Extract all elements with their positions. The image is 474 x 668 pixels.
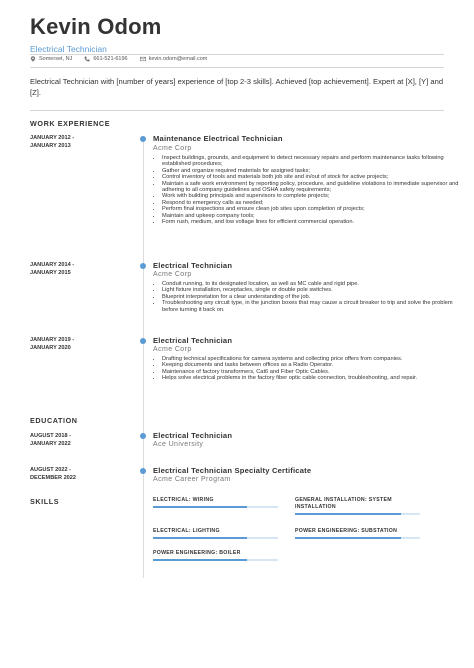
list-item: • Perform final inspections and ensure clean job sites upon completion of projects; [162, 206, 462, 212]
skill-bar-fill [295, 537, 401, 540]
work-experience-heading: WORK EXPERIENCE [30, 119, 111, 128]
list-item: • Work with building principals and supervisors to complete projects; [162, 193, 462, 199]
phone-item [84, 56, 127, 62]
job-3-start: JANUARY 2019 - [30, 337, 75, 343]
job-1-end: JANUARY 2013 [30, 142, 71, 149]
job-1-company: Acme Corp [153, 145, 192, 152]
job-1-title: Maintenance Electrical Technician [153, 134, 283, 143]
skill-bar [153, 559, 278, 562]
list-item: • Gather and organize required materials for assigned tasks; [162, 168, 462, 174]
job-2-title: Electrical Technician [153, 261, 233, 270]
contact-info [30, 56, 207, 62]
skill-bar-fill [295, 513, 401, 516]
job-1-bullets [153, 155, 462, 225]
job-3-company: Acme Corp [153, 346, 192, 353]
timeline-dot [140, 263, 146, 269]
education-2-end: DECEMBER 2022 [30, 474, 77, 481]
education-1-school: Ace University [153, 441, 204, 448]
skill-bar [295, 537, 420, 540]
education-2-start: AUGUST 2022 - [30, 467, 72, 473]
timeline-dot [140, 338, 146, 344]
job-3-title: Electrical Technician [153, 336, 233, 345]
education-heading: EDUCATION [30, 416, 78, 425]
skill-bar-fill [153, 559, 247, 562]
list-item: • Form rush, medium, and low voltage lines for efficient commercial operation. [162, 219, 462, 225]
email-link[interactable]: kevin.odom@email.com [148, 56, 208, 62]
skill-name: POWER ENGINEERING: SUBSTATION [295, 528, 398, 534]
list-item: • Light fixture installation, receptacles, single or double pole switches. [162, 287, 462, 293]
skill-item [295, 497, 420, 515]
education-1-start: AUGUST 2018 - [30, 433, 72, 439]
phone-icon [84, 56, 90, 62]
skill-bar [295, 513, 420, 516]
location-item [30, 56, 72, 62]
job-1-dates [30, 135, 74, 150]
education-2-title: Electrical Technician Specialty Certificate [153, 466, 312, 475]
skill-name: ELECTRICAL: WIRING [153, 497, 214, 503]
skill-name: POWER ENGINEERING: BOILER [153, 550, 241, 556]
timeline-dot [140, 468, 146, 474]
list-item: • Drafting technical specifications for camera systems and collecting price offers from companies. [162, 356, 462, 362]
job-2-end: JANUARY 2015 [30, 269, 71, 276]
location-text: Somerset, NJ [39, 56, 73, 62]
list-item: • Respond to emergency calls as needed; [162, 200, 462, 206]
list-item: • Maintain and upkeep company tools; [162, 213, 462, 219]
header-divider-top [30, 54, 444, 55]
job-3-dates [30, 337, 74, 352]
candidate-title: Electrical Technician [30, 44, 107, 54]
education-1-title: Electrical Technician [153, 431, 233, 440]
skill-name: ELECTRICAL: LIGHTING [153, 528, 220, 534]
skill-bar-fill [153, 506, 247, 509]
skills-heading: SKILLS [30, 497, 60, 506]
education-1-dates [30, 433, 71, 448]
job-2-company: Acme Corp [153, 271, 192, 278]
email-item[interactable] [140, 56, 208, 62]
skill-bar [153, 537, 278, 540]
education-2-dates [30, 467, 76, 482]
skill-item [153, 497, 278, 508]
timeline-line [143, 136, 144, 578]
header-divider-bottom [30, 67, 444, 68]
list-item: • Control inventory of tools and materials both job site and in/out of stock for active projects; [162, 174, 462, 180]
summary-divider [30, 110, 444, 111]
job-2-start: JANUARY 2014 - [30, 262, 75, 268]
list-item: • Troubleshooting any circuit type, in the junction boxes that may cause a circuit breaker to trip and solve the problem before turning it back on. [162, 300, 462, 313]
job-1-start: JANUARY 2012 - [30, 135, 75, 141]
job-2-bullets [153, 281, 462, 313]
skill-item [153, 528, 278, 539]
job-2-dates [30, 262, 74, 277]
job-3-end: JANUARY 2020 [30, 344, 71, 351]
phone-text: 661-521-6196 [93, 56, 128, 62]
list-item: • Helps solve electrical problems in the factory fiber optic cable connection, troubleshooting, and repair. [162, 375, 462, 381]
timeline-dot [140, 136, 146, 142]
job-3-bullets [153, 356, 462, 382]
education-2-school: Acme Career Program [153, 476, 231, 483]
skill-item [153, 550, 278, 561]
list-item: • Blueprint interpretation for a clear understanding of the job. [162, 294, 462, 300]
envelope-icon [140, 56, 146, 62]
skill-bar-fill [153, 537, 247, 540]
list-item: • Keeping documents and tasks between offices as a Radio Operator. [162, 362, 462, 368]
skill-name: GENERAL INSTALLATION: SYSTEM INSTALLATION [295, 497, 392, 510]
summary-text: Electrical Technician with [number of years] experience of [top 2-3 skills]. Achieved [top achievement]. Expert at [X], [Y] and [Z]. [30, 77, 444, 97]
list-item: • Maintenance of factory transformers, Cat6 and Fiber Optic Cables. [162, 369, 462, 375]
list-item: • Conduit running, to its designated location, as well as MC cable and rigid pipe. [162, 281, 462, 287]
location-pin-icon [30, 56, 36, 62]
education-1-end: JANUARY 2022 [30, 440, 71, 447]
timeline-dot [140, 433, 146, 439]
list-item: • Inspect buildings, grounds, and equipment to detect necessary repairs and perform maintenance tasks following established procedures; [162, 155, 462, 168]
candidate-name: Kevin Odom [30, 14, 162, 39]
list-item: • Maintain a safe work environment by reporting policy, procedure, and guideline violations to immediate supervisor and adhering to all company guidelines and OSHA safety requirements; [162, 181, 462, 194]
skill-item [295, 528, 420, 539]
skill-bar [153, 506, 278, 509]
